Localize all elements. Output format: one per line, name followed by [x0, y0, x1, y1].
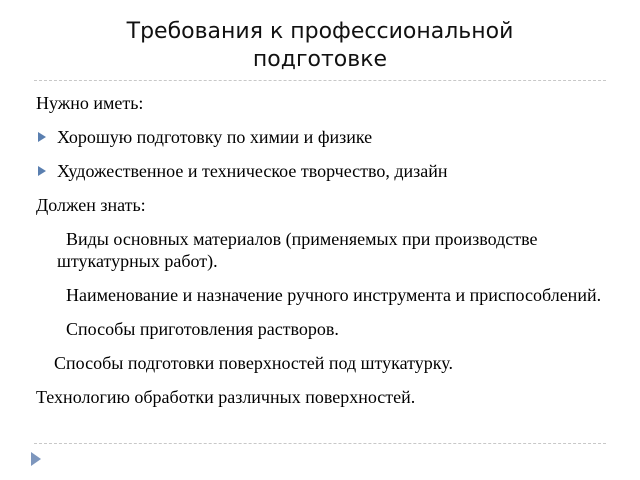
bullet-item — [36, 160, 611, 182]
knowledge-text: Наименование и назначение ручного инструмента и приспособлений. — [57, 285, 602, 305]
triangle-bullet-icon — [38, 132, 46, 142]
knowledge-text: Виды основных материалов (применяемых при производстве штукатурных работ). — [57, 229, 543, 271]
knowledge-text: Способы подготовки поверхностей под штукатурку. — [36, 353, 453, 373]
triangle-bullet-icon — [31, 452, 41, 466]
bullet-item — [36, 126, 611, 148]
slide-title: Требования к профессиональной подготовке — [126, 19, 514, 72]
knowledge-text: Технологию обработки различных поверхностей. — [36, 387, 416, 407]
section-heading-know: Должен знать: — [36, 195, 146, 215]
footer-divider — [34, 443, 606, 444]
knowledge-item — [36, 228, 611, 272]
triangle-bullet-icon — [38, 166, 46, 176]
title-divider — [34, 80, 606, 81]
knowledge-item — [36, 284, 611, 306]
bullet-text: Художественное и техническое творчество, дизайн — [57, 161, 448, 181]
knowledge-item — [36, 352, 611, 374]
knowledge-text: Способы приготовления растворов. — [57, 319, 339, 339]
body-line — [36, 386, 611, 408]
knowledge-item — [36, 318, 611, 340]
body-line — [36, 92, 611, 114]
section-heading-need: Нужно иметь: — [36, 93, 144, 113]
slide-body — [36, 92, 611, 420]
bullet-text: Хорошую подготовку по химии и физике — [57, 127, 373, 147]
body-line — [36, 194, 611, 216]
